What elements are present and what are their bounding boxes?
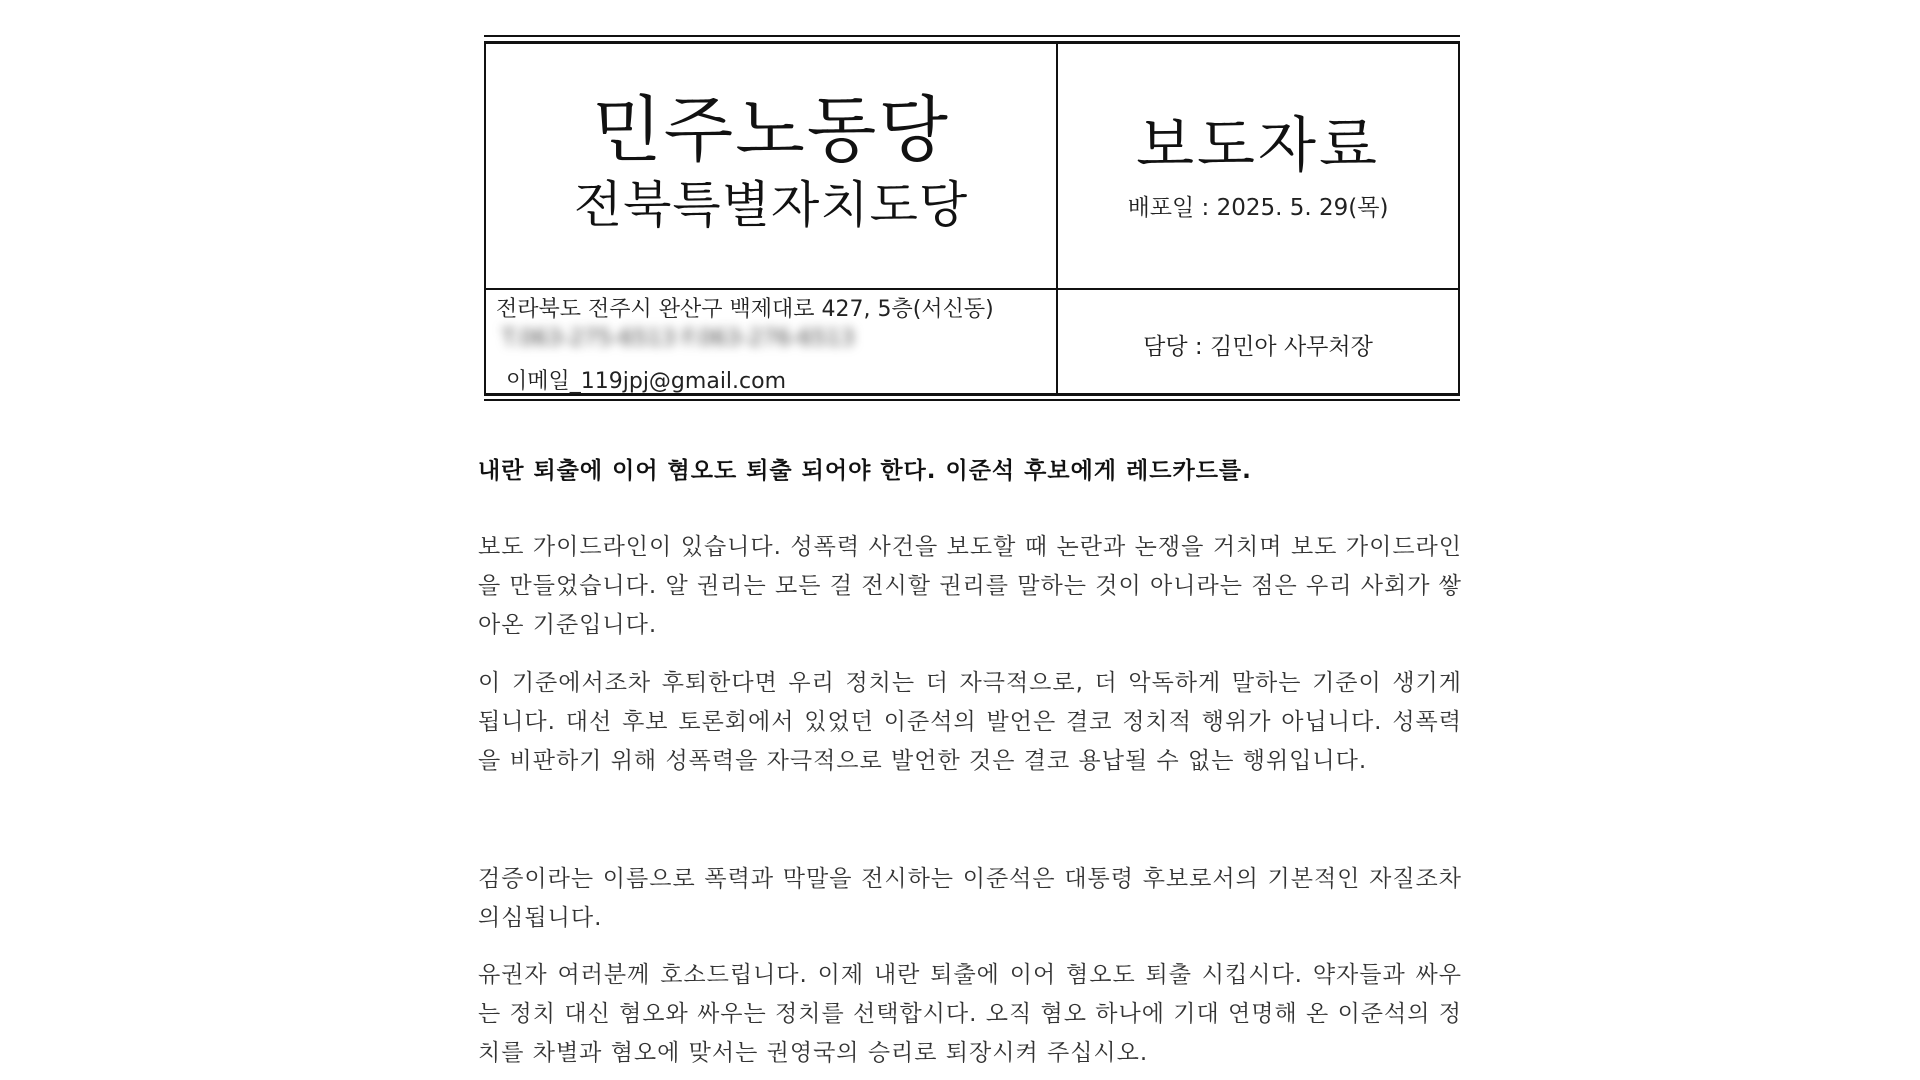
org-name: 민주노동당 (592, 88, 950, 172)
body-paragraph: 유권자 여러분께 호소드립니다. 이제 내란 퇴출에 이어 혐오도 퇴출 시킵시다. 약자들과 싸우는 정치 대신 혐오와 싸우는 정치를 선택합시다. 오직 혐오 하나에 기대 연명해 온 이준석의 정치를 차별과 혐오에 맞서는 권영국의 승리로 퇴장시켜 주십시오. (478, 962, 1462, 1066)
header-horizontal-divider (486, 288, 1458, 290)
press-headline: 내란 퇴출에 이어 혐오도 퇴출 되어야 한다. 이준석 후보에게 레드카드를. (478, 458, 1252, 484)
office-address: 전라북도 전주시 완산구 백제대로 427, 5층(서신동) (496, 297, 994, 322)
body-paragraph: 보도 가이드라인이 있습니다. 성폭력 사건을 보도할 때 논란과 논쟁을 거치며 보도 가이드라인을 만들었습니다. 알 권리는 모든 걸 전시할 권리를 말하는 것이 아니라는 점은 우리 사회가 쌓아온 기준입니다. (478, 534, 1462, 638)
email-address: 이메일_119jpj@gmail.com (506, 369, 787, 394)
press-release-header (484, 41, 1460, 396)
contact-person: 담당 : 김민아 사무처장 (1143, 334, 1373, 360)
body-paragraph: 검증이라는 이름으로 폭력과 막말을 전시하는 이준석은 대통령 후보로서의 기본적인 자질조차 의심됩니다. (478, 866, 1462, 931)
body-paragraph: 이 기준에서조차 후퇴한다면 우리 정치는 더 자극적으로, 더 악독하게 말하는 기준이 생기게 됩니다. 대선 후보 토론회에서 있었던 이준석의 발언은 결코 정치적 행위가 아닙니다. 성폭력을 비판하기 위해 성폭력을 자극적으로 발언한 것은 결코 용납될 수 없는 행위입니다. (478, 670, 1462, 774)
release-date: 배포일 : 2025. 5. 29(목) (1127, 195, 1389, 221)
press-release-title: 보도자료 (1136, 111, 1380, 181)
phone-fax-blurred: T.063-275-6513 F.063-276-6513 (502, 326, 855, 351)
org-branch: 전북특별자치도당 (573, 176, 969, 234)
